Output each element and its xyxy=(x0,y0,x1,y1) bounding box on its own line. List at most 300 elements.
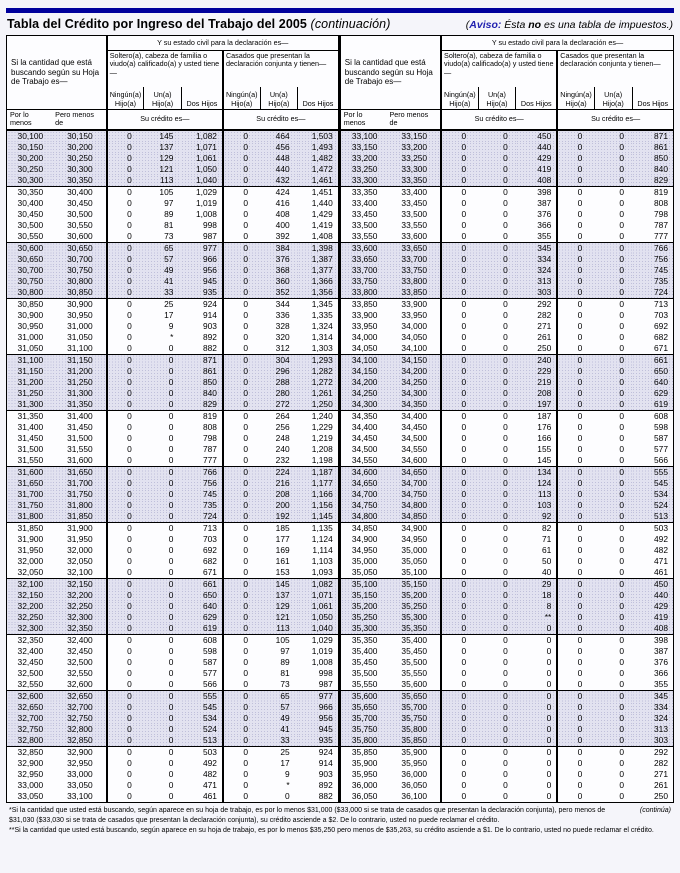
table-row xyxy=(7,646,340,657)
income-range-cell: 35,950 xyxy=(351,768,378,779)
income-range-cell: 35,300 xyxy=(341,623,387,635)
table-row xyxy=(7,433,340,444)
credit-value-cell: 366 xyxy=(516,220,557,231)
table-row xyxy=(341,466,674,478)
credit-value-cell: 18 xyxy=(516,590,557,601)
credit-value-cell: 0 xyxy=(619,342,625,353)
table-row xyxy=(341,735,674,747)
credit-value-cell: 73 xyxy=(280,678,290,689)
income-range-cell: 35,750 xyxy=(386,713,441,724)
credit-value-cell: 1,482 xyxy=(298,153,340,164)
credit-value-cell: 0 xyxy=(619,757,625,768)
credit-value-cell: 0 xyxy=(577,544,583,555)
credit-value-cell: 0 xyxy=(594,354,632,366)
credit-value-cell: 0 xyxy=(127,566,132,577)
table-row xyxy=(341,567,674,579)
credit-value-cell: 0 xyxy=(127,645,132,656)
credit-value-cell: 0 xyxy=(619,667,625,678)
credit-value-cell: 82 xyxy=(516,522,557,534)
income-range-cell: 34,400 xyxy=(351,421,378,432)
table-row xyxy=(7,130,340,142)
credit-value-cell: 0 xyxy=(441,478,478,489)
income-range-cell: 35,000 xyxy=(386,545,441,556)
credit-value-cell: 0 xyxy=(557,746,594,758)
credit-value-cell: 328 xyxy=(275,320,290,331)
credit-value-cell: 0 xyxy=(223,265,260,276)
credit-value-cell: 745 xyxy=(181,489,223,500)
credit-value-cell: 0 xyxy=(144,377,182,388)
income-range-cell: 34,750 xyxy=(341,500,387,511)
income-range-cell: 30,350 xyxy=(7,186,53,198)
single-credit-header: Su crédito es— xyxy=(107,110,223,130)
income-range-cell: 33,150 xyxy=(341,142,387,153)
credit-value-cell: 503 xyxy=(181,746,223,758)
credit-value-cell: 577 xyxy=(181,668,223,679)
credit-value-cell: 0 xyxy=(478,489,516,500)
credit-value-cell: 0 xyxy=(619,320,625,331)
credit-value-cell: 0 xyxy=(243,678,249,689)
income-range-cell: 31,500 xyxy=(17,443,44,454)
credit-value-cell: 0 xyxy=(144,578,182,590)
income-range-cell: 32,900 xyxy=(17,757,44,768)
credit-value-cell: 177 xyxy=(275,533,290,544)
credit-value-cell: 408 xyxy=(632,623,673,635)
income-range-cell: 32,800 xyxy=(7,735,53,747)
credit-value-cell: 0 xyxy=(223,478,260,489)
credit-value-cell: 49 xyxy=(260,713,298,724)
credit-value-cell: 368 xyxy=(260,265,298,276)
table-row xyxy=(341,791,674,803)
credit-value-cell: 1,135 xyxy=(298,522,340,534)
single-group-header: Soltero(a), cabeza de familia o viudo(a) calificado(a) y usted tiene— xyxy=(107,51,223,88)
credit-value-cell: 121 xyxy=(260,612,298,623)
credit-value-cell: 1,071 xyxy=(298,590,340,601)
credit-value-cell: 256 xyxy=(275,421,290,432)
credit-value-cell: 387 xyxy=(654,645,668,656)
credit-value-cell: 0 xyxy=(243,432,249,443)
credit-value-cell: 392 xyxy=(275,230,290,241)
credit-value-cell: 798 xyxy=(181,433,223,444)
credit-value-cell: 1,250 xyxy=(298,399,340,411)
credit-value-cell: 0 xyxy=(223,399,260,411)
income-range-cell: 31,750 xyxy=(7,500,53,511)
credit-value-cell: 0 xyxy=(619,443,625,454)
married-two-children-col: Dos Hijos xyxy=(298,87,340,110)
income-range-cell: 34,050 xyxy=(351,342,378,353)
table-row xyxy=(7,690,340,702)
credit-value-cell: 0 xyxy=(577,219,583,230)
credit-value-cell: 482 xyxy=(654,544,668,555)
credit-value-cell: 0 xyxy=(243,656,249,667)
lookup-amount-header: Si la cantidad que está buscando según su Hoja de Trabajo es— xyxy=(341,36,441,110)
table-row xyxy=(7,791,340,803)
income-range-cell: 31,650 xyxy=(52,466,107,478)
income-range-cell: 32,000 xyxy=(52,545,107,556)
credit-value-cell: 0 xyxy=(577,656,583,667)
credit-value-cell: 1,082 xyxy=(298,578,340,590)
credit-value-cell: 0 xyxy=(144,500,182,511)
credit-value-cell: 0 xyxy=(478,287,516,299)
header-row xyxy=(341,36,674,51)
credit-value-cell: 0 xyxy=(144,724,182,735)
credit-value-cell: 724 xyxy=(181,511,223,523)
income-range-cell: 31,900 xyxy=(52,522,107,534)
table-row xyxy=(341,511,674,523)
income-range-cell: 31,400 xyxy=(52,410,107,422)
credit-value-cell: 0 xyxy=(441,242,478,254)
income-range-cell: 33,550 xyxy=(351,230,378,241)
income-range-cell: 35,700 xyxy=(386,702,441,713)
credit-value-cell: 440 xyxy=(260,164,298,175)
notice-label: Aviso: xyxy=(469,19,502,31)
credit-value-cell: 0 xyxy=(223,153,260,164)
credit-value-cell: 0 xyxy=(284,790,290,801)
credit-value-cell: 0 xyxy=(577,678,583,689)
credit-value-cell: 1,314 xyxy=(311,331,333,342)
credit-value-cell: 0 xyxy=(577,779,583,790)
credit-value-cell: 756 xyxy=(632,254,673,265)
income-range-cell: 33,050 xyxy=(52,780,107,791)
table-row xyxy=(7,366,340,377)
credit-value-cell: 0 xyxy=(619,432,625,443)
income-range-cell: 31,900 xyxy=(17,533,44,544)
credit-value-cell: 0 xyxy=(557,724,594,735)
credit-value-cell: 0 xyxy=(594,746,632,758)
income-range-cell: 31,800 xyxy=(52,500,107,511)
income-range-cell: 32,700 xyxy=(52,702,107,713)
credit-value-cell: 0 xyxy=(144,702,182,713)
credit-value-cell: 935 xyxy=(181,287,223,299)
credit-value-cell: 0 xyxy=(107,298,144,310)
credit-value-cell: 0 xyxy=(557,388,594,399)
credit-value-cell: 0 xyxy=(144,735,182,747)
credit-value-cell: 0 xyxy=(127,757,132,768)
credit-value-cell: 492 xyxy=(181,758,223,769)
credit-value-cell: 0 xyxy=(107,399,144,411)
table-row xyxy=(341,612,674,623)
credit-value-cell: 0 xyxy=(144,354,182,366)
credit-value-cell: 0 xyxy=(107,388,144,399)
income-range-cell: 34,300 xyxy=(386,388,441,399)
table-row xyxy=(7,231,340,243)
credit-value-cell: 0 xyxy=(478,254,516,265)
income-range-cell: 30,700 xyxy=(7,265,53,276)
credit-value-cell: 0 xyxy=(223,130,260,142)
income-range-cell: 32,350 xyxy=(52,623,107,635)
income-range-cell: 32,550 xyxy=(17,678,44,689)
table-row xyxy=(341,657,674,668)
income-range-cell: 33,250 xyxy=(386,153,441,164)
table-row xyxy=(341,668,674,679)
credit-value-cell: 103 xyxy=(516,500,557,511)
credit-value-cell: 271 xyxy=(516,321,557,332)
credit-value-cell: 0 xyxy=(441,746,478,758)
credit-value-cell: 0 xyxy=(577,320,583,331)
credit-value-cell: 0 xyxy=(594,623,632,635)
income-range-cell: 33,300 xyxy=(386,164,441,175)
credit-value-cell: 0 xyxy=(441,578,478,590)
credit-value-cell: 280 xyxy=(260,388,298,399)
credit-value-cell: 608 xyxy=(181,634,223,646)
income-range-cell: 34,950 xyxy=(351,544,378,555)
credit-value-cell: 0 xyxy=(127,790,132,801)
credit-value-cell: 0 xyxy=(168,421,174,432)
credit-value-cell: 840 xyxy=(181,388,223,399)
credit-value-cell: 0 xyxy=(441,366,478,377)
table-row xyxy=(341,343,674,355)
table-row xyxy=(7,522,340,534)
credit-value-cell: 640 xyxy=(632,377,673,388)
filing-status-header: Y su estado civil para la declaración es— xyxy=(441,36,673,51)
credit-value-cell: 766 xyxy=(632,242,673,254)
credit-value-cell: 0 xyxy=(441,489,478,500)
income-range-cell: 35,400 xyxy=(351,645,378,656)
credit-value-cell: 0 xyxy=(168,678,174,689)
credit-value-cell: 336 xyxy=(275,309,290,320)
credit-value-cell: 1,177 xyxy=(298,478,340,489)
table-row xyxy=(7,287,340,299)
credit-value-cell: 0 xyxy=(577,757,583,768)
credit-value-cell: 1,040 xyxy=(298,623,340,635)
income-range-cell: 31,000 xyxy=(17,331,44,342)
credit-value-cell: 216 xyxy=(260,478,298,489)
credit-value-cell: 0 xyxy=(127,678,132,689)
credit-value-cell: 89 xyxy=(280,656,290,667)
income-range-cell: 35,050 xyxy=(386,556,441,567)
income-range-cell: 32,000 xyxy=(17,555,44,566)
credit-value-cell: 0 xyxy=(516,646,557,657)
credit-value-cell: 65 xyxy=(144,242,182,254)
credit-value-cell: 0 xyxy=(441,724,478,735)
table-row xyxy=(7,735,340,747)
credit-value-cell: 1,029 xyxy=(298,634,340,646)
credit-value-cell: 0 xyxy=(557,142,594,153)
credit-value-cell: 0 xyxy=(441,623,478,635)
credit-value-cell: 0 xyxy=(461,544,467,555)
credit-value-cell: 440 xyxy=(632,590,673,601)
credit-value-cell: 0 xyxy=(577,768,583,779)
credit-value-cell: 0 xyxy=(441,265,478,276)
credit-value-cell: 0 xyxy=(557,601,594,612)
credit-value-cell: 0 xyxy=(478,130,516,142)
income-range-cell: 35,500 xyxy=(386,657,441,668)
income-range-cell: 30,350 xyxy=(52,175,107,187)
credit-value-cell: 0 xyxy=(503,454,508,465)
credit-value-cell: 0 xyxy=(441,735,478,747)
credit-value-cell: 429 xyxy=(632,601,673,612)
credit-value-cell: 1,040 xyxy=(181,175,223,187)
credit-value-cell: 0 xyxy=(557,298,594,310)
credit-value-cell: 0 xyxy=(107,142,144,153)
credit-value-cell: 682 xyxy=(181,556,223,567)
credit-value-cell: 0 xyxy=(441,130,478,142)
table-row xyxy=(7,321,340,332)
income-range-cell: 32,950 xyxy=(52,758,107,769)
credit-value-cell: 0 xyxy=(441,164,478,175)
credit-value-cell: 0 xyxy=(243,454,249,465)
credit-value-cell: 0 xyxy=(557,702,594,713)
table-row xyxy=(341,366,674,377)
credit-value-cell: 777 xyxy=(181,455,223,467)
table-row xyxy=(7,186,340,198)
credit-value-cell: 0 xyxy=(243,566,249,577)
credit-value-cell: 0 xyxy=(441,388,478,399)
credit-value-cell: 408 xyxy=(516,175,557,187)
income-range-cell: 33,450 xyxy=(386,198,441,209)
credit-value-cell: 0 xyxy=(127,320,132,331)
income-range-cell: 33,350 xyxy=(341,186,387,198)
credit-value-cell: 0 xyxy=(107,410,144,422)
credit-value-cell: 0 xyxy=(223,690,260,702)
single-credit-header: Su crédito es— xyxy=(441,110,557,130)
credit-value-cell: 0 xyxy=(619,197,625,208)
credit-value-cell: 0 xyxy=(594,612,632,623)
credit-value-cell: 0 xyxy=(577,331,583,342)
credit-value-cell: 671 xyxy=(654,342,668,353)
credit-value-cell: 1,440 xyxy=(311,197,333,208)
credit-value-cell: 1,114 xyxy=(312,544,333,555)
credit-value-cell: 0 xyxy=(461,678,467,689)
credit-value-cell: 161 xyxy=(275,555,290,566)
income-range-cell: 31,200 xyxy=(52,366,107,377)
credit-value-cell: 0 xyxy=(127,768,132,779)
credit-value-cell: 1,261 xyxy=(298,388,340,399)
credit-value-cell: 1,166 xyxy=(298,489,340,500)
credit-value-cell: 40 xyxy=(516,567,557,579)
credit-value-cell: 808 xyxy=(654,197,668,208)
credit-value-cell: 0 xyxy=(107,377,144,388)
income-range-cell: 35,200 xyxy=(341,601,387,612)
credit-value-cell: 0 xyxy=(441,142,478,153)
credit-value-cell: 0 xyxy=(223,276,260,287)
income-range-cell: 30,450 xyxy=(52,198,107,209)
credit-value-cell: 619 xyxy=(181,623,223,635)
table-row xyxy=(7,444,340,455)
credit-value-cell: 0 xyxy=(478,265,516,276)
income-range-cell: 30,550 xyxy=(52,220,107,231)
credit-value-cell: 0 xyxy=(503,544,508,555)
credit-value-cell: 903 xyxy=(318,768,333,779)
income-range-cell: 34,450 xyxy=(351,432,378,443)
table-body-left xyxy=(7,130,340,803)
table-row xyxy=(341,332,674,343)
income-range-cell: 34,800 xyxy=(341,511,387,523)
credit-value-cell: 0 xyxy=(478,354,516,366)
credit-value-cell: 0 xyxy=(503,757,508,768)
table-row xyxy=(7,780,340,791)
credit-value-cell: 0 xyxy=(168,432,174,443)
credit-value-cell: 0 xyxy=(557,735,594,747)
credit-value-cell: 0 xyxy=(461,331,467,342)
income-range-cell: 31,450 xyxy=(17,432,44,443)
credit-value-cell: 0 xyxy=(127,421,132,432)
credit-value-cell: 0 xyxy=(107,354,144,366)
income-range-cell: 34,150 xyxy=(341,366,387,377)
table-row xyxy=(7,164,340,175)
table-row xyxy=(341,164,674,175)
income-range-cell: 30,100 xyxy=(7,130,53,142)
credit-value-cell: 0 xyxy=(168,656,174,667)
credit-value-cell: 756 xyxy=(181,478,223,489)
income-range-cell: 30,800 xyxy=(7,287,53,299)
table-row xyxy=(341,478,674,489)
income-range-cell: 30,900 xyxy=(52,298,107,310)
table-row xyxy=(7,489,340,500)
income-range-cell: 34,650 xyxy=(341,478,387,489)
credit-value-cell: 129 xyxy=(260,601,298,612)
credit-value-cell: 0 xyxy=(478,522,516,534)
income-range-cell: 31,950 xyxy=(17,544,44,555)
table-row xyxy=(7,298,340,310)
credit-value-cell: 0 xyxy=(243,219,249,230)
credit-value-cell: 355 xyxy=(654,678,668,689)
income-range-cell: 31,100 xyxy=(7,354,53,366)
credit-value-cell: 229 xyxy=(516,366,557,377)
credit-value-cell: 0 xyxy=(557,522,594,534)
credit-value-cell: 808 xyxy=(181,422,223,433)
income-range-cell: 33,200 xyxy=(386,142,441,153)
married-credit-header: Su crédito es— xyxy=(557,110,673,130)
credit-value-cell: 703 xyxy=(181,534,223,545)
credit-value-cell: 0 xyxy=(223,612,260,623)
credit-value-cell: 1,272 xyxy=(298,377,340,388)
credit-value-cell: 0 xyxy=(594,142,632,153)
credit-value-cell: * xyxy=(170,331,174,342)
credit-value-cell: 829 xyxy=(632,175,673,187)
credit-value-cell: 0 xyxy=(461,768,467,779)
income-range-cell: 30,600 xyxy=(52,231,107,243)
credit-value-cell: 0 xyxy=(619,544,625,555)
credit-value-cell: 0 xyxy=(107,746,144,758)
credit-value-cell: 387 xyxy=(516,198,557,209)
credit-value-cell: 400 xyxy=(275,219,290,230)
credit-value-cell: 0 xyxy=(557,175,594,187)
table-row xyxy=(7,142,340,153)
credit-value-cell: 1,493 xyxy=(298,142,340,153)
credit-value-cell: 0 xyxy=(516,623,557,635)
credit-value-cell: 692 xyxy=(181,545,223,556)
table-row xyxy=(341,702,674,713)
table-row xyxy=(7,153,340,164)
income-range-cell: 32,600 xyxy=(52,679,107,691)
credit-value-cell: 0 xyxy=(461,208,467,219)
credit-value-cell: 0 xyxy=(127,779,132,790)
credit-value-cell: 33 xyxy=(260,735,298,747)
table-row xyxy=(341,377,674,388)
credit-value-cell: 0 xyxy=(441,690,478,702)
income-range-cell: 30,300 xyxy=(7,175,53,187)
credit-value-cell: 0 xyxy=(619,309,625,320)
credit-value-cell: 57 xyxy=(260,702,298,713)
credit-value-cell: 0 xyxy=(619,768,625,779)
table-row xyxy=(341,578,674,590)
income-range-cell: 36,100 xyxy=(386,791,441,803)
credit-value-cell: 71 xyxy=(516,534,557,545)
credit-value-cell: 0 xyxy=(107,500,144,511)
table-row xyxy=(7,209,340,220)
income-range-cell: 34,350 xyxy=(386,399,441,411)
income-range-cell: 33,000 xyxy=(17,779,44,790)
credit-value-cell: 0 xyxy=(127,555,132,566)
income-range-cell: 32,150 xyxy=(52,578,107,590)
credit-value-cell: 192 xyxy=(260,511,298,523)
credit-value-cell: 1,229 xyxy=(311,421,333,432)
title-row xyxy=(7,17,673,31)
credit-value-cell: 248 xyxy=(275,432,290,443)
table-row xyxy=(341,634,674,646)
credit-value-cell: 0 xyxy=(594,601,632,612)
income-range-cell: 34,650 xyxy=(386,466,441,478)
